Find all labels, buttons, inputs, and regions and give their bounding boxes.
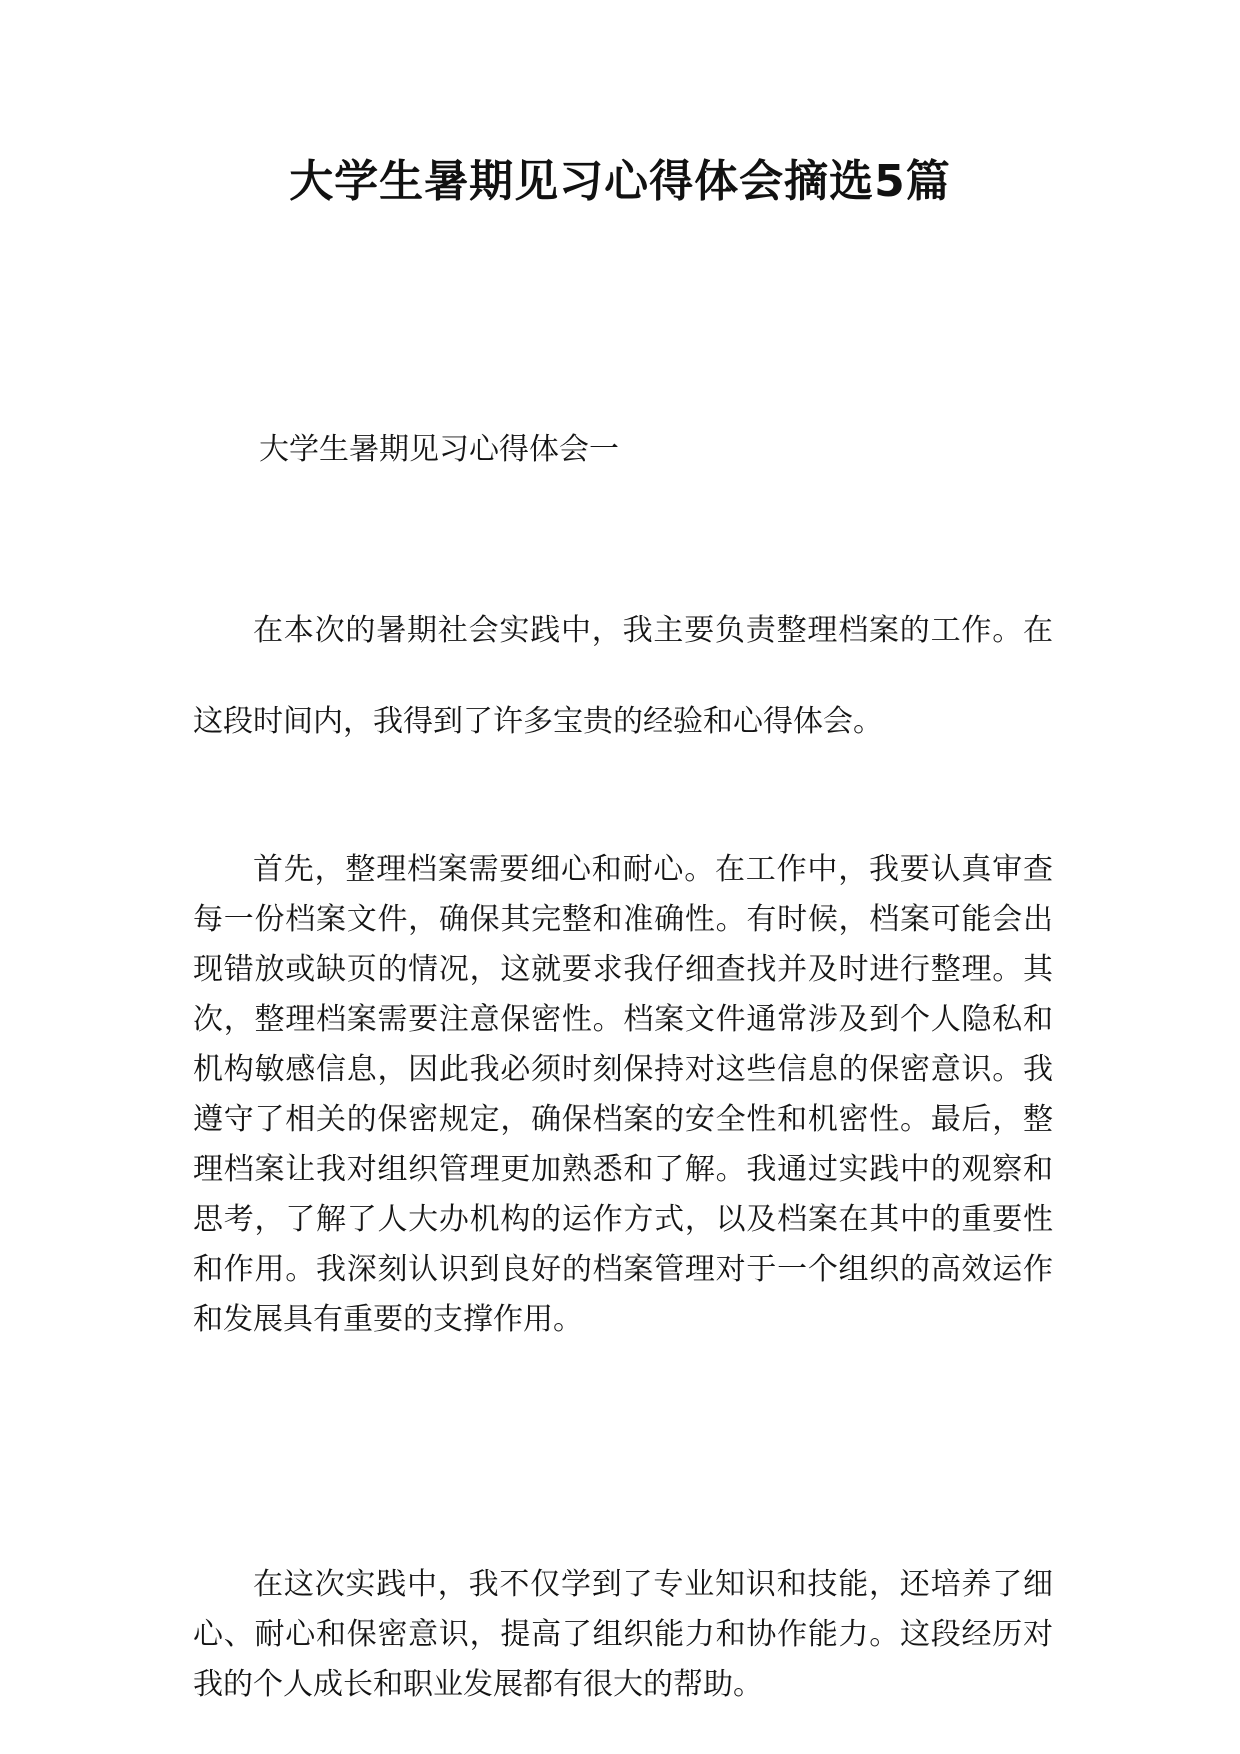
paragraph-archive-work: 首先，整理档案需要细心和耐心。在工作中，我要认真审查每一份档案文件，确保其完整和准确性。有时候，档案可能会出现错放或缺页的情况，这就要求我仔细查找并及时进行整理。其次，整理档案需要注意保密性。档案文件通常涉及到个人隐私和机构敏感信息，因此我必须时刻保持对这些信息的保密意识。我遵守了相关的保密规定，确保档案的安全性和机密性。最后，整理档案让我对组织管理更加熟悉和了解。我通过实践中的观察和思考，了解了人大办机构的运作方式，以及档案在其中的重要性和作用。我深刻认识到良好的档案管理对于一个组织的高效运作和发展具有重要的支撑作用。 bbox=[193, 852, 1053, 1337]
paragraph-conclusion: 在这次实践中，我不仅学到了专业知识和技能，还培养了细心、耐心和保密意识，提高了组织能力和协作能力。这段经历对我的个人成长和职业发展都有很大的帮助。 bbox=[193, 1567, 1053, 1702]
document-title: 大学生暑期见习心得体会摘选5篇 bbox=[289, 156, 951, 207]
section-heading: 大学生暑期见习心得体会一 bbox=[259, 432, 619, 467]
paragraph-intro: 在本次的暑期社会实践中，我主要负责整理档案的工作。在这段时间内，我得到了许多宝贵的经验和心得体会。 bbox=[193, 613, 1053, 739]
